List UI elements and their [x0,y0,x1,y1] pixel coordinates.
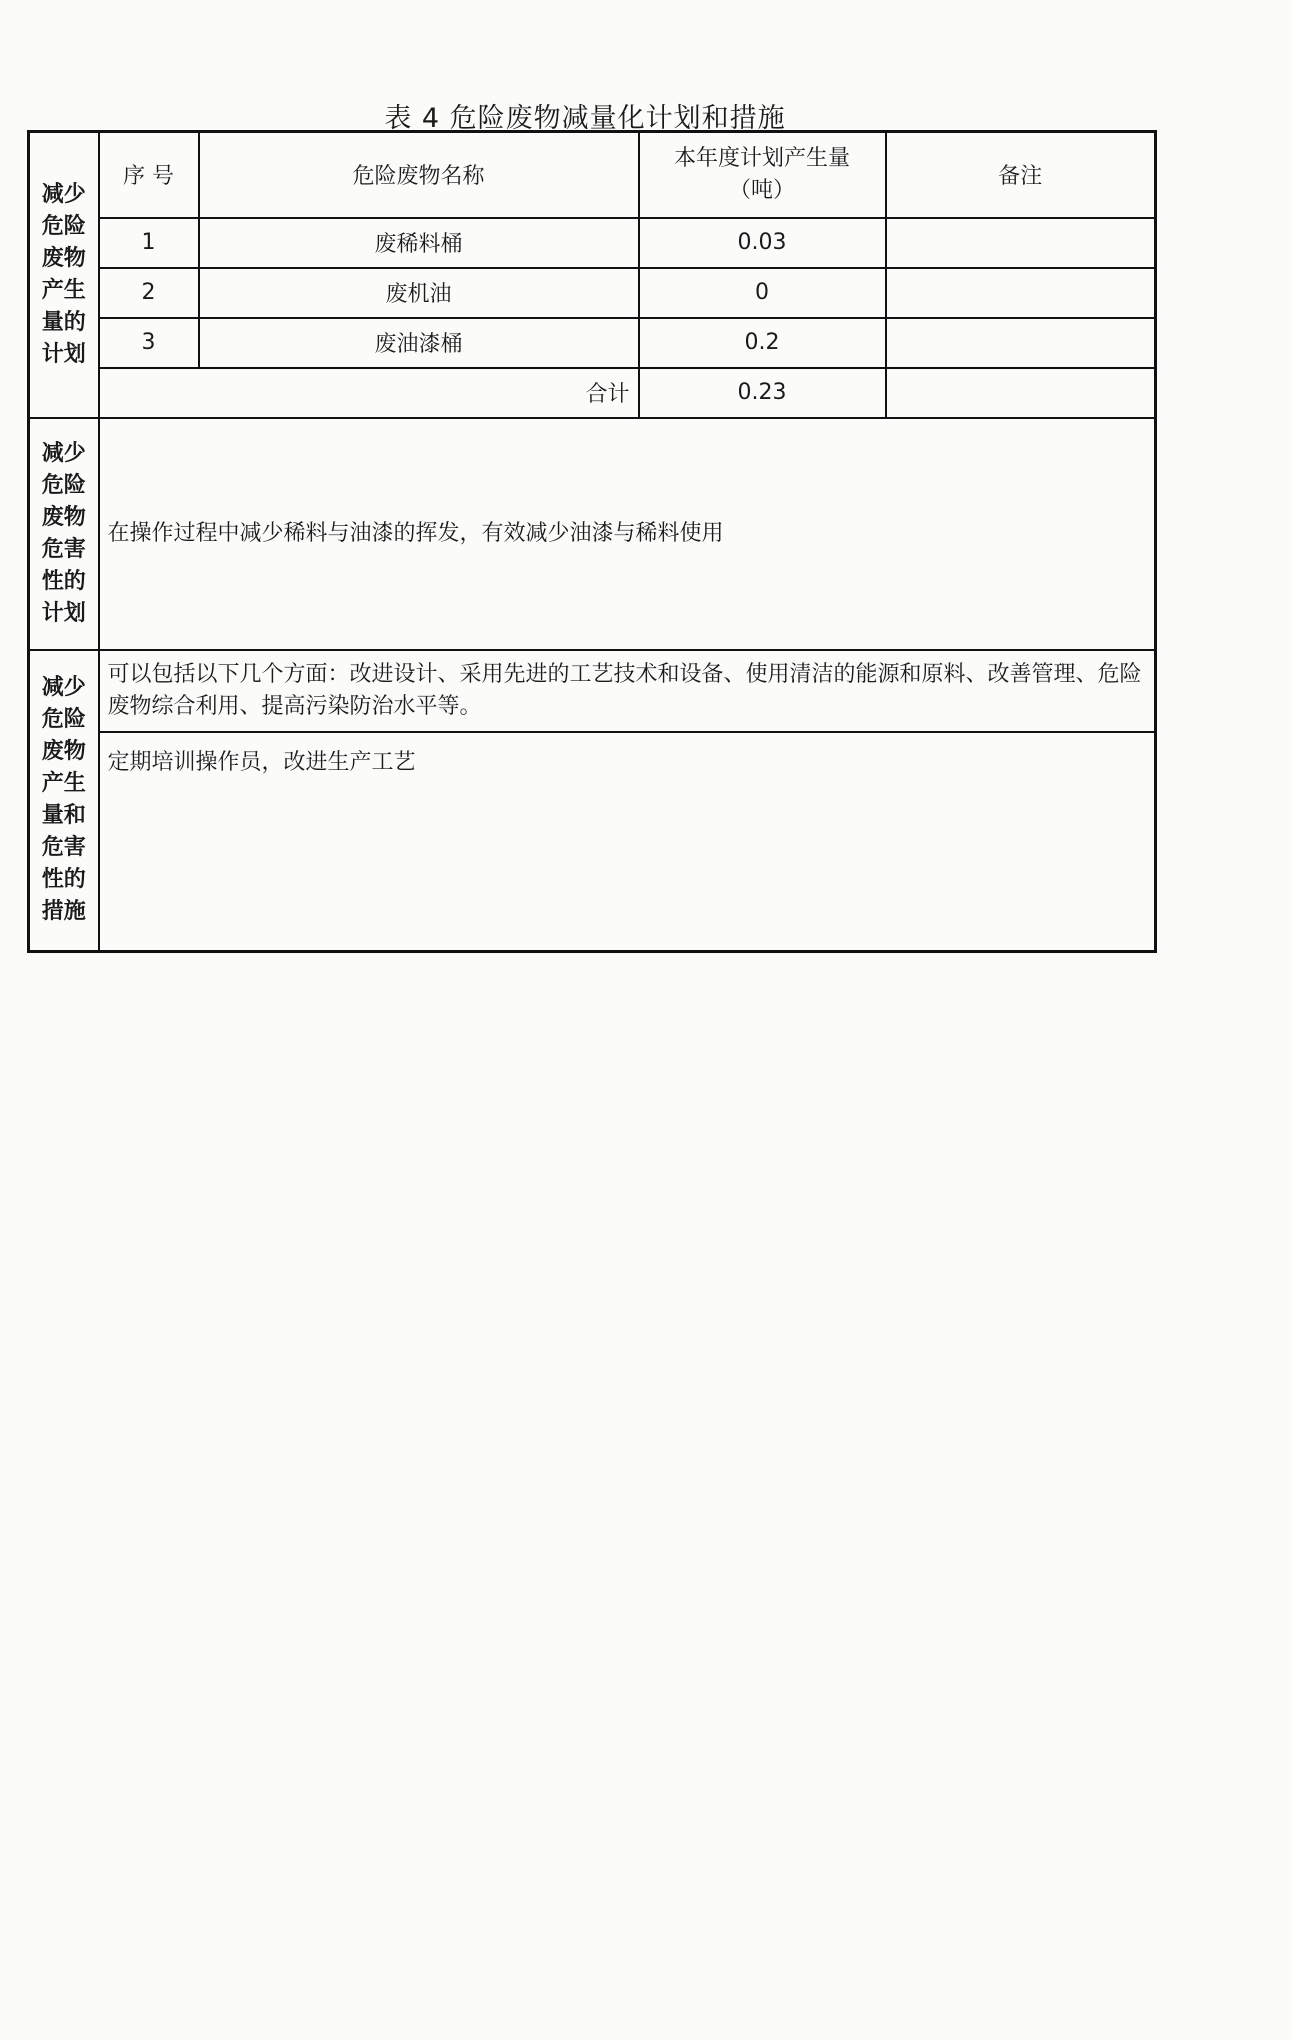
section1-label-cell [29,132,99,418]
row-seq: 2 [99,268,199,318]
total-label: 合计 [99,368,639,418]
section2-label-cell [29,418,99,650]
section2-text: 在操作过程中减少稀料与油漆的挥发，有效减少油漆与稀料使用 [99,418,1156,650]
header-remark: 备注 [886,132,1156,218]
section3-text: 定期培训操作员，改进生产工艺 [99,732,1156,952]
row-name: 废稀料桶 [199,218,639,268]
header-amount-line1: 本年度计划产生量 [673,145,850,171]
header-amount [639,132,886,218]
row-name: 废机油 [199,268,639,318]
row-amount: 0 [639,268,886,318]
section3-label-cell [29,650,99,952]
header-row [29,132,1156,218]
header-name: 危险废物名称 [199,132,639,218]
row-amount: 0.03 [639,218,886,268]
section3-guide-row [29,650,1156,732]
total-remark [886,368,1156,418]
row-seq: 3 [99,318,199,368]
table-title: 表 4 危险废物减量化计划和措施 [384,103,786,134]
row-remark [886,268,1156,318]
section3-text-row [29,732,1156,952]
total-amount: 0.23 [639,368,886,418]
row-amount: 0.2 [639,318,886,368]
section1-label: 减少危险废物产生量的计划 [41,181,86,367]
hazardous-waste-plan-table [27,130,1157,953]
header-seq: 序 号 [99,132,199,218]
total-row [29,368,1156,418]
section2-row [29,418,1156,650]
header-amount-line2: （吨） [728,177,795,203]
row-seq: 1 [99,218,199,268]
section2-label: 减少危险废物危害性的计划 [41,440,86,626]
section3-guide: 可以包括以下几个方面：改进设计、采用先进的工艺技术和设备、使用清洁的能源和原料、改善管理、危险废物综合利用、提高污染防治水平等。 [99,650,1156,732]
row-remark [886,218,1156,268]
table-row [29,268,1156,318]
section3-label: 减少危险废物产生量和危害性的措施 [41,675,86,925]
table-row [29,318,1156,368]
row-name: 废油漆桶 [199,318,639,368]
table-row [29,218,1156,268]
row-remark [886,318,1156,368]
